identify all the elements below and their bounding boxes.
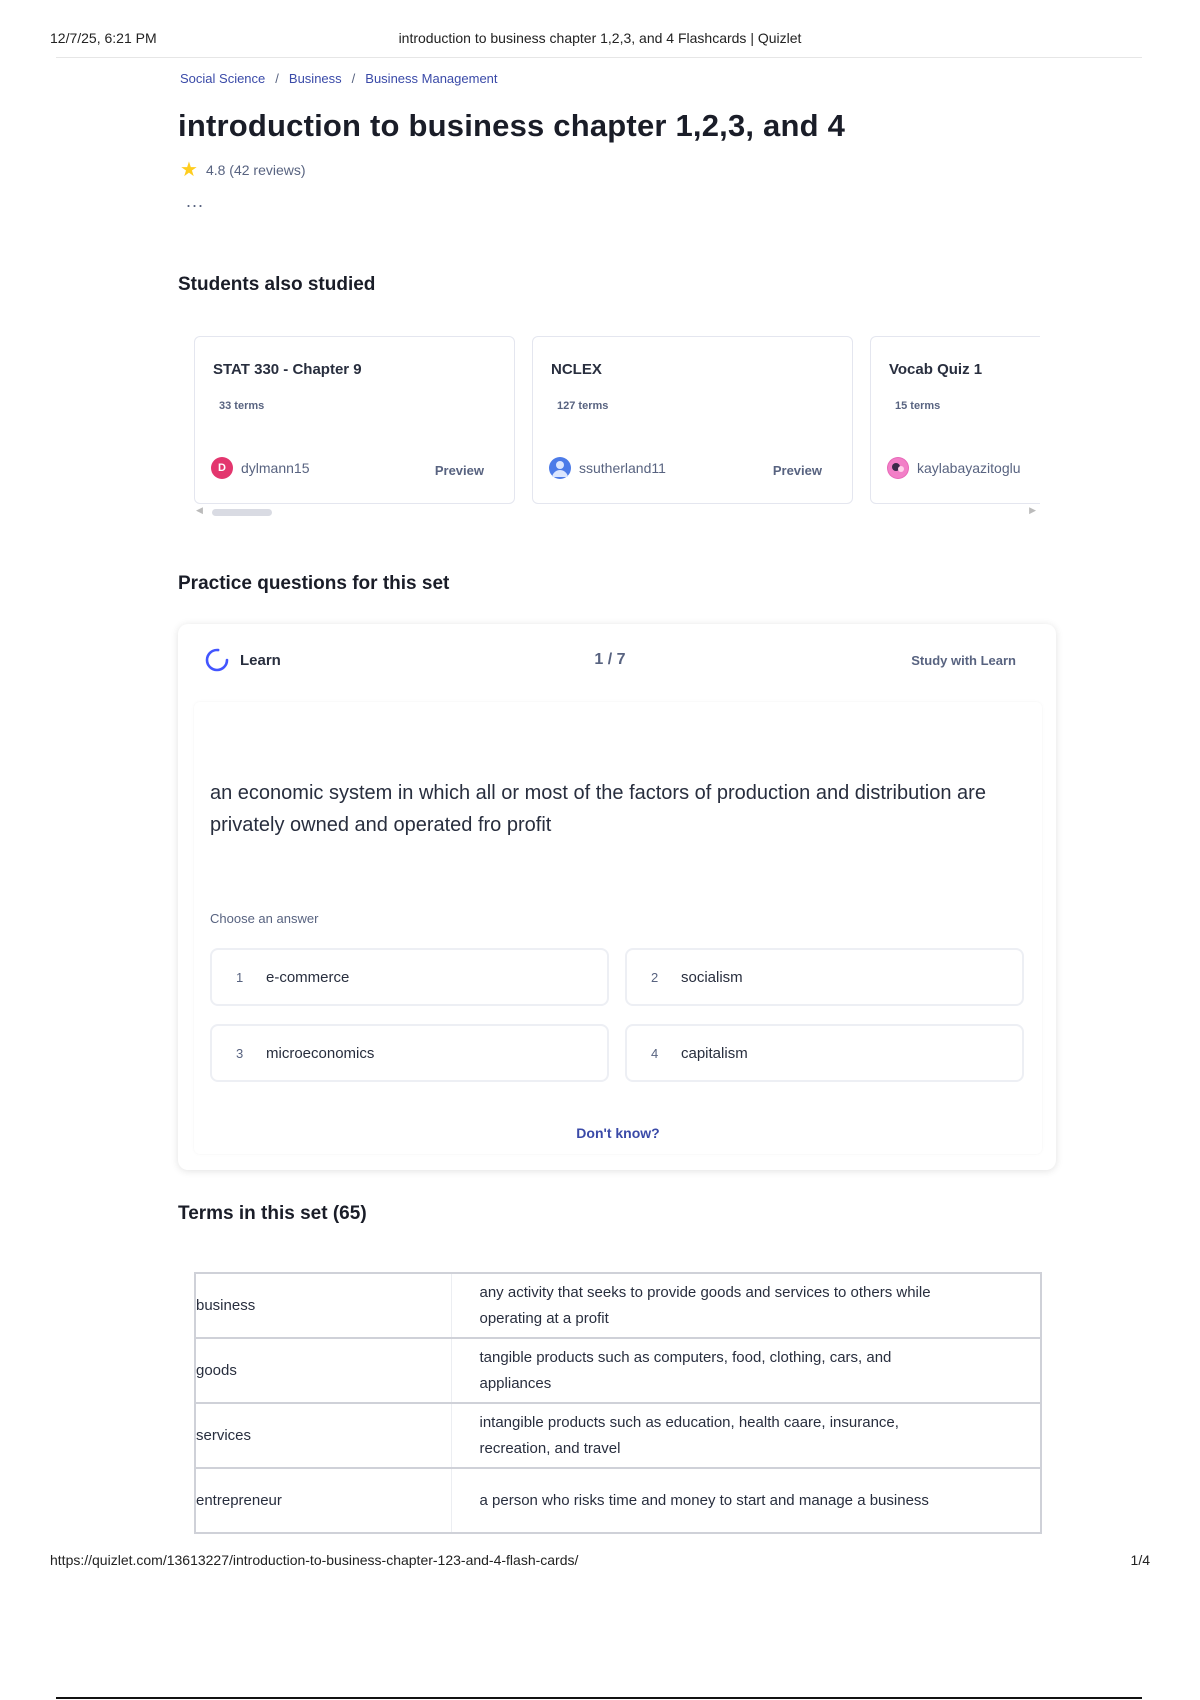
card-title: Vocab Quiz 1 (889, 361, 983, 378)
avatar (887, 457, 909, 479)
star-icon: ★ (180, 159, 198, 181)
term-cell: entrepreneur (195, 1468, 451, 1533)
dont-know-button[interactable]: Don't know? (576, 1125, 660, 1141)
study-with-learn-link[interactable]: Study with Learn (911, 652, 1016, 668)
more-options-button[interactable]: ... (186, 191, 205, 211)
print-doc-title: introduction to business chapter 1,2,3, and 4 Flashcards | Quizlet (398, 30, 802, 46)
card-terms-count: 127 terms (557, 400, 609, 412)
scroll-right-icon[interactable]: ▶ (1029, 505, 1036, 515)
answer-number: 1 (236, 969, 244, 985)
question-card (194, 702, 1042, 1154)
term-cell: goods (195, 1338, 451, 1403)
table-row (195, 1273, 1041, 1338)
answer-text: socialism (681, 968, 743, 986)
choose-answer-label: Choose an answer (210, 911, 319, 926)
card-author[interactable] (211, 457, 310, 479)
avatar (549, 457, 571, 479)
card-author[interactable] (887, 457, 1021, 479)
study-set-card[interactable] (194, 336, 515, 504)
study-set-card[interactable] (870, 336, 1040, 504)
study-set-card[interactable] (532, 336, 853, 504)
answer-option[interactable] (625, 948, 1024, 1006)
definition-cell: intangible products such as education, health caare, insurance, recreation, and travel (451, 1403, 1041, 1468)
answer-option[interactable] (210, 948, 609, 1006)
answer-option[interactable] (210, 1024, 609, 1082)
learn-mode-label: Learn (240, 651, 281, 669)
card-terms-count: 15 terms (895, 400, 941, 412)
scroll-left-icon[interactable]: ◀ (196, 505, 203, 515)
page-title: introduction to business chapter 1,2,3, and 4 (178, 108, 846, 143)
definition-cell: a person who risks time and money to start and manage a business (451, 1468, 1041, 1533)
user-icon (549, 457, 571, 479)
definition-cell: tangible products such as computers, food, clothing, cars, and appliances (451, 1338, 1041, 1403)
breadcrumb (180, 71, 498, 86)
print-page-number: 1/4 (1130, 1552, 1150, 1568)
scrollbar-thumb[interactable] (212, 509, 272, 516)
card-author[interactable] (549, 457, 666, 479)
author-name: ssutherland11 (579, 460, 666, 476)
card-terms-count: 33 terms (219, 400, 265, 412)
answer-text: microeconomics (266, 1044, 375, 1062)
terms-table (194, 1272, 1042, 1534)
carousel-scrollbar[interactable] (196, 505, 1036, 517)
print-date: 12/7/25, 6:21 PM (50, 30, 157, 46)
rating[interactable] (180, 160, 306, 180)
breadcrumb-separator: / (351, 71, 356, 86)
breadcrumb-link-business-management[interactable]: Business Management (365, 71, 498, 86)
term-cell: business (195, 1273, 451, 1338)
definition-cell: any activity that seeks to provide goods and services to others while operating at a profit (479, 1283, 931, 1327)
table-row (195, 1403, 1041, 1468)
answer-number: 3 (236, 1045, 244, 1061)
card-title: STAT 330 - Chapter 9 (213, 361, 362, 378)
practice-panel (178, 624, 1056, 1170)
answer-number: 2 (651, 969, 659, 985)
term-cell: services (195, 1403, 451, 1468)
breadcrumb-link-social-science[interactable]: Social Science (180, 71, 266, 86)
card-title: NCLEX (551, 361, 602, 378)
terms-heading: Terms in this set (65) (178, 1203, 367, 1224)
answer-text: capitalism (681, 1044, 748, 1062)
preview-button[interactable]: Preview (772, 463, 822, 478)
author-name: kaylabayazitoglu (917, 460, 1021, 476)
table-row (195, 1338, 1041, 1403)
header-divider (56, 57, 1142, 58)
breadcrumb-separator: / (275, 71, 279, 86)
answer-number: 4 (651, 1045, 659, 1061)
also-studied-carousel (194, 336, 1040, 506)
question-text: an economic system in which all or most of the factors of production and distribution are privately owned and operated fro profit (210, 782, 986, 836)
question-progress: 1 / 7 (594, 651, 626, 668)
author-name: dylmann15 (241, 460, 310, 476)
practice-header (204, 646, 1016, 674)
page-bottom-divider (56, 1697, 1142, 1699)
rating-text: 4.8 (42 reviews) (205, 162, 306, 178)
avatar: D (211, 457, 233, 479)
print-url: https://quizlet.com/13613227/introduction-to-business-chapter-123-and-4-flash-cards/ (50, 1552, 579, 1568)
also-studied-heading: Students also studied (178, 274, 376, 295)
table-row (195, 1468, 1041, 1533)
breadcrumb-link-business[interactable]: Business (288, 71, 342, 86)
preview-button[interactable]: Preview (434, 463, 484, 478)
answer-option[interactable] (625, 1024, 1024, 1082)
answer-text: e-commerce (266, 968, 350, 986)
profile-image-icon (887, 457, 909, 479)
practice-heading: Practice questions for this set (178, 573, 450, 594)
